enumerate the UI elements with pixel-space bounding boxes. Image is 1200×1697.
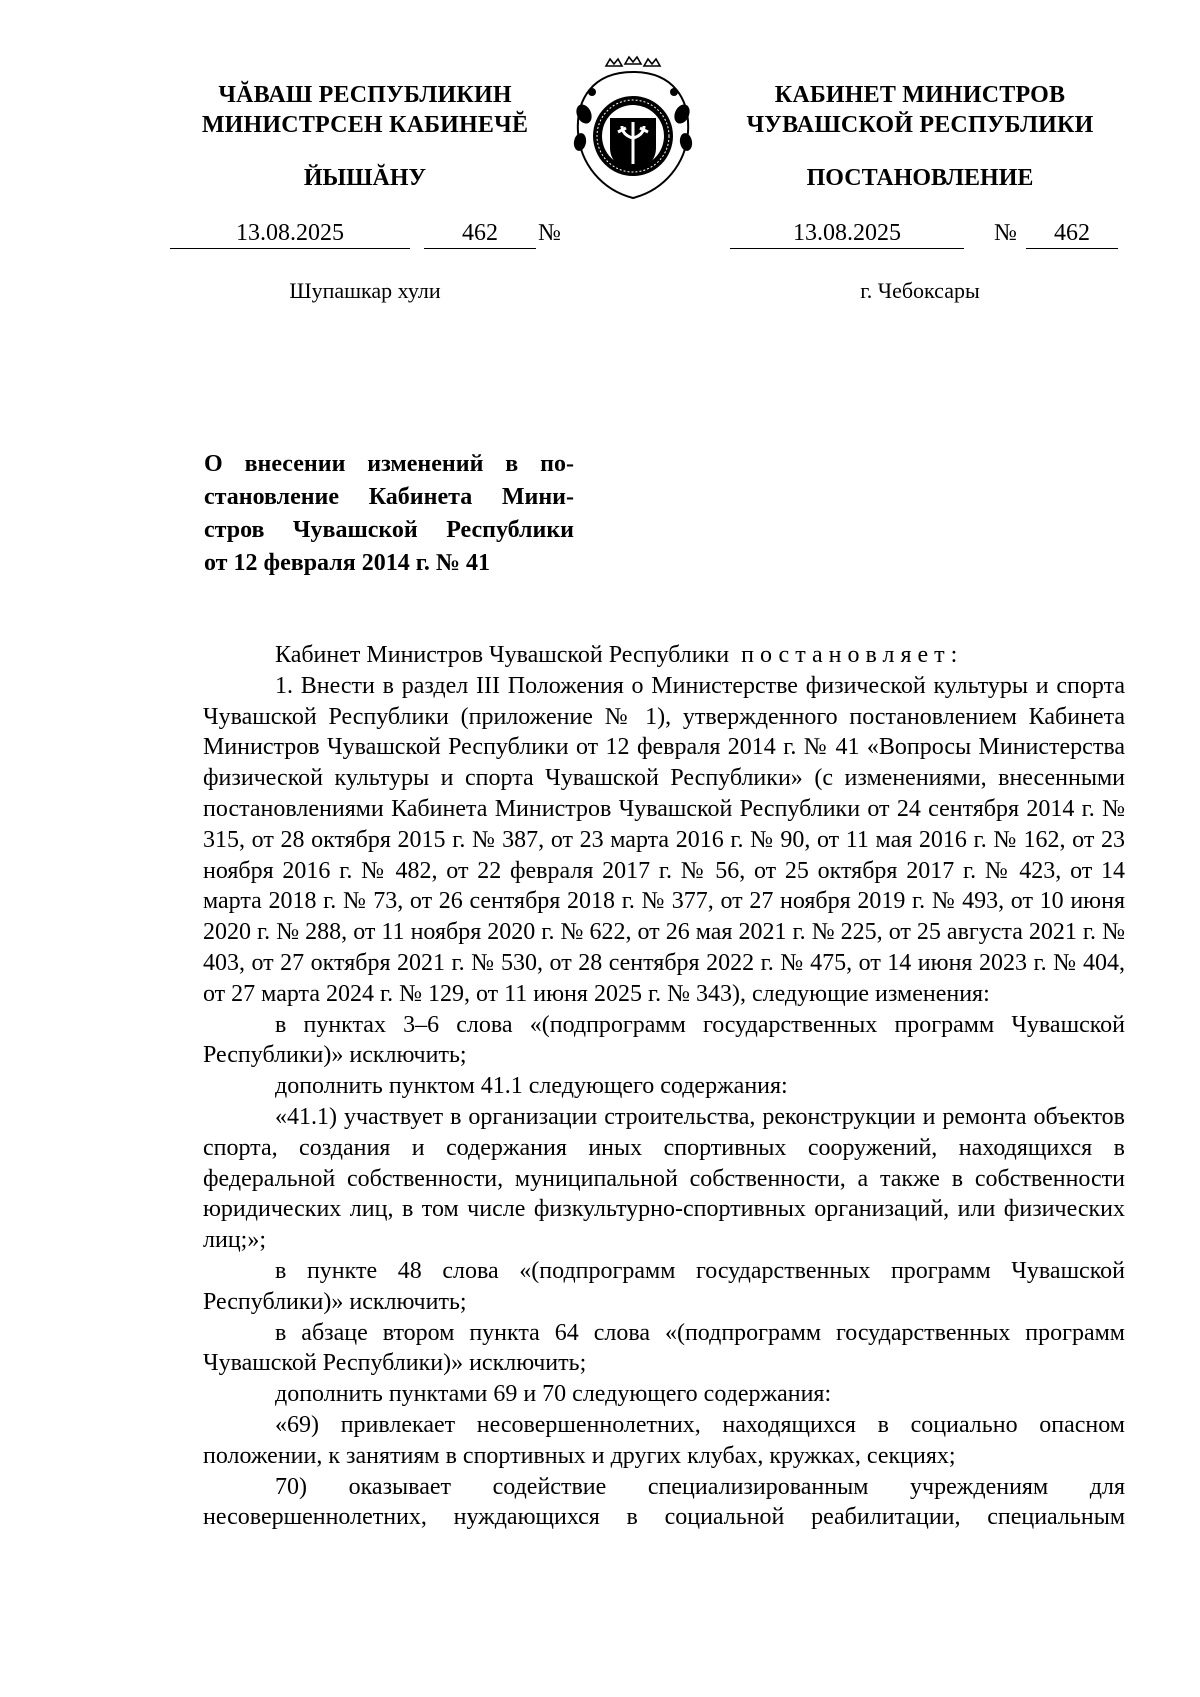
body-paragraph: 70) оказывает содействие специализированным учреждениям для несовершеннолетних, нуждающихся в социальной реабилитации, специальным: [203, 1473, 1125, 1531]
title-line: стров Чувашской Республики: [204, 517, 574, 543]
place-right: г. Чебоксары: [860, 278, 980, 303]
left-dateline: [0, 220, 600, 250]
left-number: 462: [462, 220, 498, 246]
right-date-field: [730, 220, 964, 249]
header-right-line1: КАБИНЕТ МИНИСТРОВ: [774, 82, 1066, 108]
right-number-sign: №: [994, 220, 1017, 246]
body-paragraph: дополнить пунктами 69 и 70 следующего содержания:: [275, 1381, 832, 1408]
right-number-field: [1026, 220, 1118, 249]
body-paragraph: в пункте 48 слова «(подпрограмм государственных программ Чувашской Республики)» исключить;: [203, 1257, 1125, 1315]
header-left-block: [155, 80, 575, 140]
body-paragraph: 1. Внести в раздел III Положения о Министерстве физической культуры и спорта Чувашской Республики (приложение № 1), утвержденного постановлением Кабинета Министров Чувашской Республики от 12 февраля 2014 г. № 41 «Вопросы Министерства физической культуры и спорта Чувашской Республики» (с изменениями, внесенными постановлениями Кабинета Министров Чувашской Республики от 24 сентября 2014 г. № 315, от 28 октября 2015 г. № 387, от 23 марта 2016 г. № 90, от 11 мая 2016 г. № 162, от 23 ноября 2016 г. № 482, от 22 февраля 2017 г. № 56, от 25 октября 2017 г. № 423, от 14 марта 2018 г. № 73, от 26 сентября 2018 г. № 377, от 27 ноября 2019 г. № 493, от 10 июня 2020 г. № 288, от 11 ноября 2020 г. № 622, от 26 мая 2021 г. № 225, от 25 августа 2021 г. № 403, от 27 октября 2021 г. № 530, от 28 сентября 2022 г. № 475, от 14 июня 2023 г. № 404, от 27 марта 2024 г. № 129, от 11 июня 2025 г. № 343), следующие изменения:: [203, 672, 1125, 1007]
body-paragraph: «69) привлекает несовершеннолетних, находящихся в социально опасном положении, к занятиям в спортивных и других клубах, кружках, секциях;: [203, 1411, 1125, 1469]
chuvash-coat-of-arms-icon: [562, 52, 704, 202]
header-right-block: [720, 80, 1120, 140]
doctype-right: ПОСТАНОВЛЕНИЕ: [806, 165, 1034, 191]
left-number-field: [424, 220, 536, 249]
right-number: 462: [1054, 220, 1090, 246]
left-date: 13.08.2025: [236, 220, 344, 246]
document-body: [203, 640, 1125, 1533]
body-paragraph: в абзаце втором пункта 64 слова «(подпрограмм государственных программ Чувашской Республики)» исключить;: [203, 1319, 1125, 1377]
intro-verb: постановляет:: [741, 642, 964, 668]
left-date-field: [170, 220, 410, 249]
title-line: О внесении изменений в по-: [204, 451, 574, 477]
body-paragraph: «41.1) участвует в организации строительства, реконструкции и ремонта объектов спорта, создания и содержания иных спортивных сооружений, находящихся в федеральной собственности, муниципальной собственности, а также в собственности юридических лиц, в том числе физкультурно-спортивных организаций, или физических лиц;»;: [203, 1103, 1125, 1254]
doctype-left: ЙЫШĂНУ: [303, 165, 427, 191]
intro-paragraph: [203, 640, 1125, 671]
document-title: [204, 448, 574, 580]
body-paragraph: в пунктах 3–6 слова «(подпрограмм государственных программ Чувашской Республики)» исключить;: [203, 1011, 1125, 1069]
intro-text: Кабинет Министров Чувашской Республики: [275, 642, 730, 668]
body-paragraph: дополнить пунктом 41.1 следующего содержания:: [275, 1073, 788, 1100]
right-dateline: [600, 220, 1200, 250]
title-line: от 12 февраля 2014 г. № 41: [204, 550, 491, 576]
title-line: становление Кабинета Мини-: [204, 484, 574, 510]
header-left-line2: МИНИСТРСЕН КАБИНЕЧĔ: [201, 112, 529, 138]
header-right-line2: ЧУВАШСКОЙ РЕСПУБЛИКИ: [746, 112, 1094, 138]
place-left: Шупашкар хули: [289, 278, 441, 303]
right-date: 13.08.2025: [793, 220, 901, 246]
left-number-sign: №: [538, 220, 561, 246]
header-left-line1: ЧĂВАШ РЕСПУБЛИКИН: [218, 82, 512, 108]
